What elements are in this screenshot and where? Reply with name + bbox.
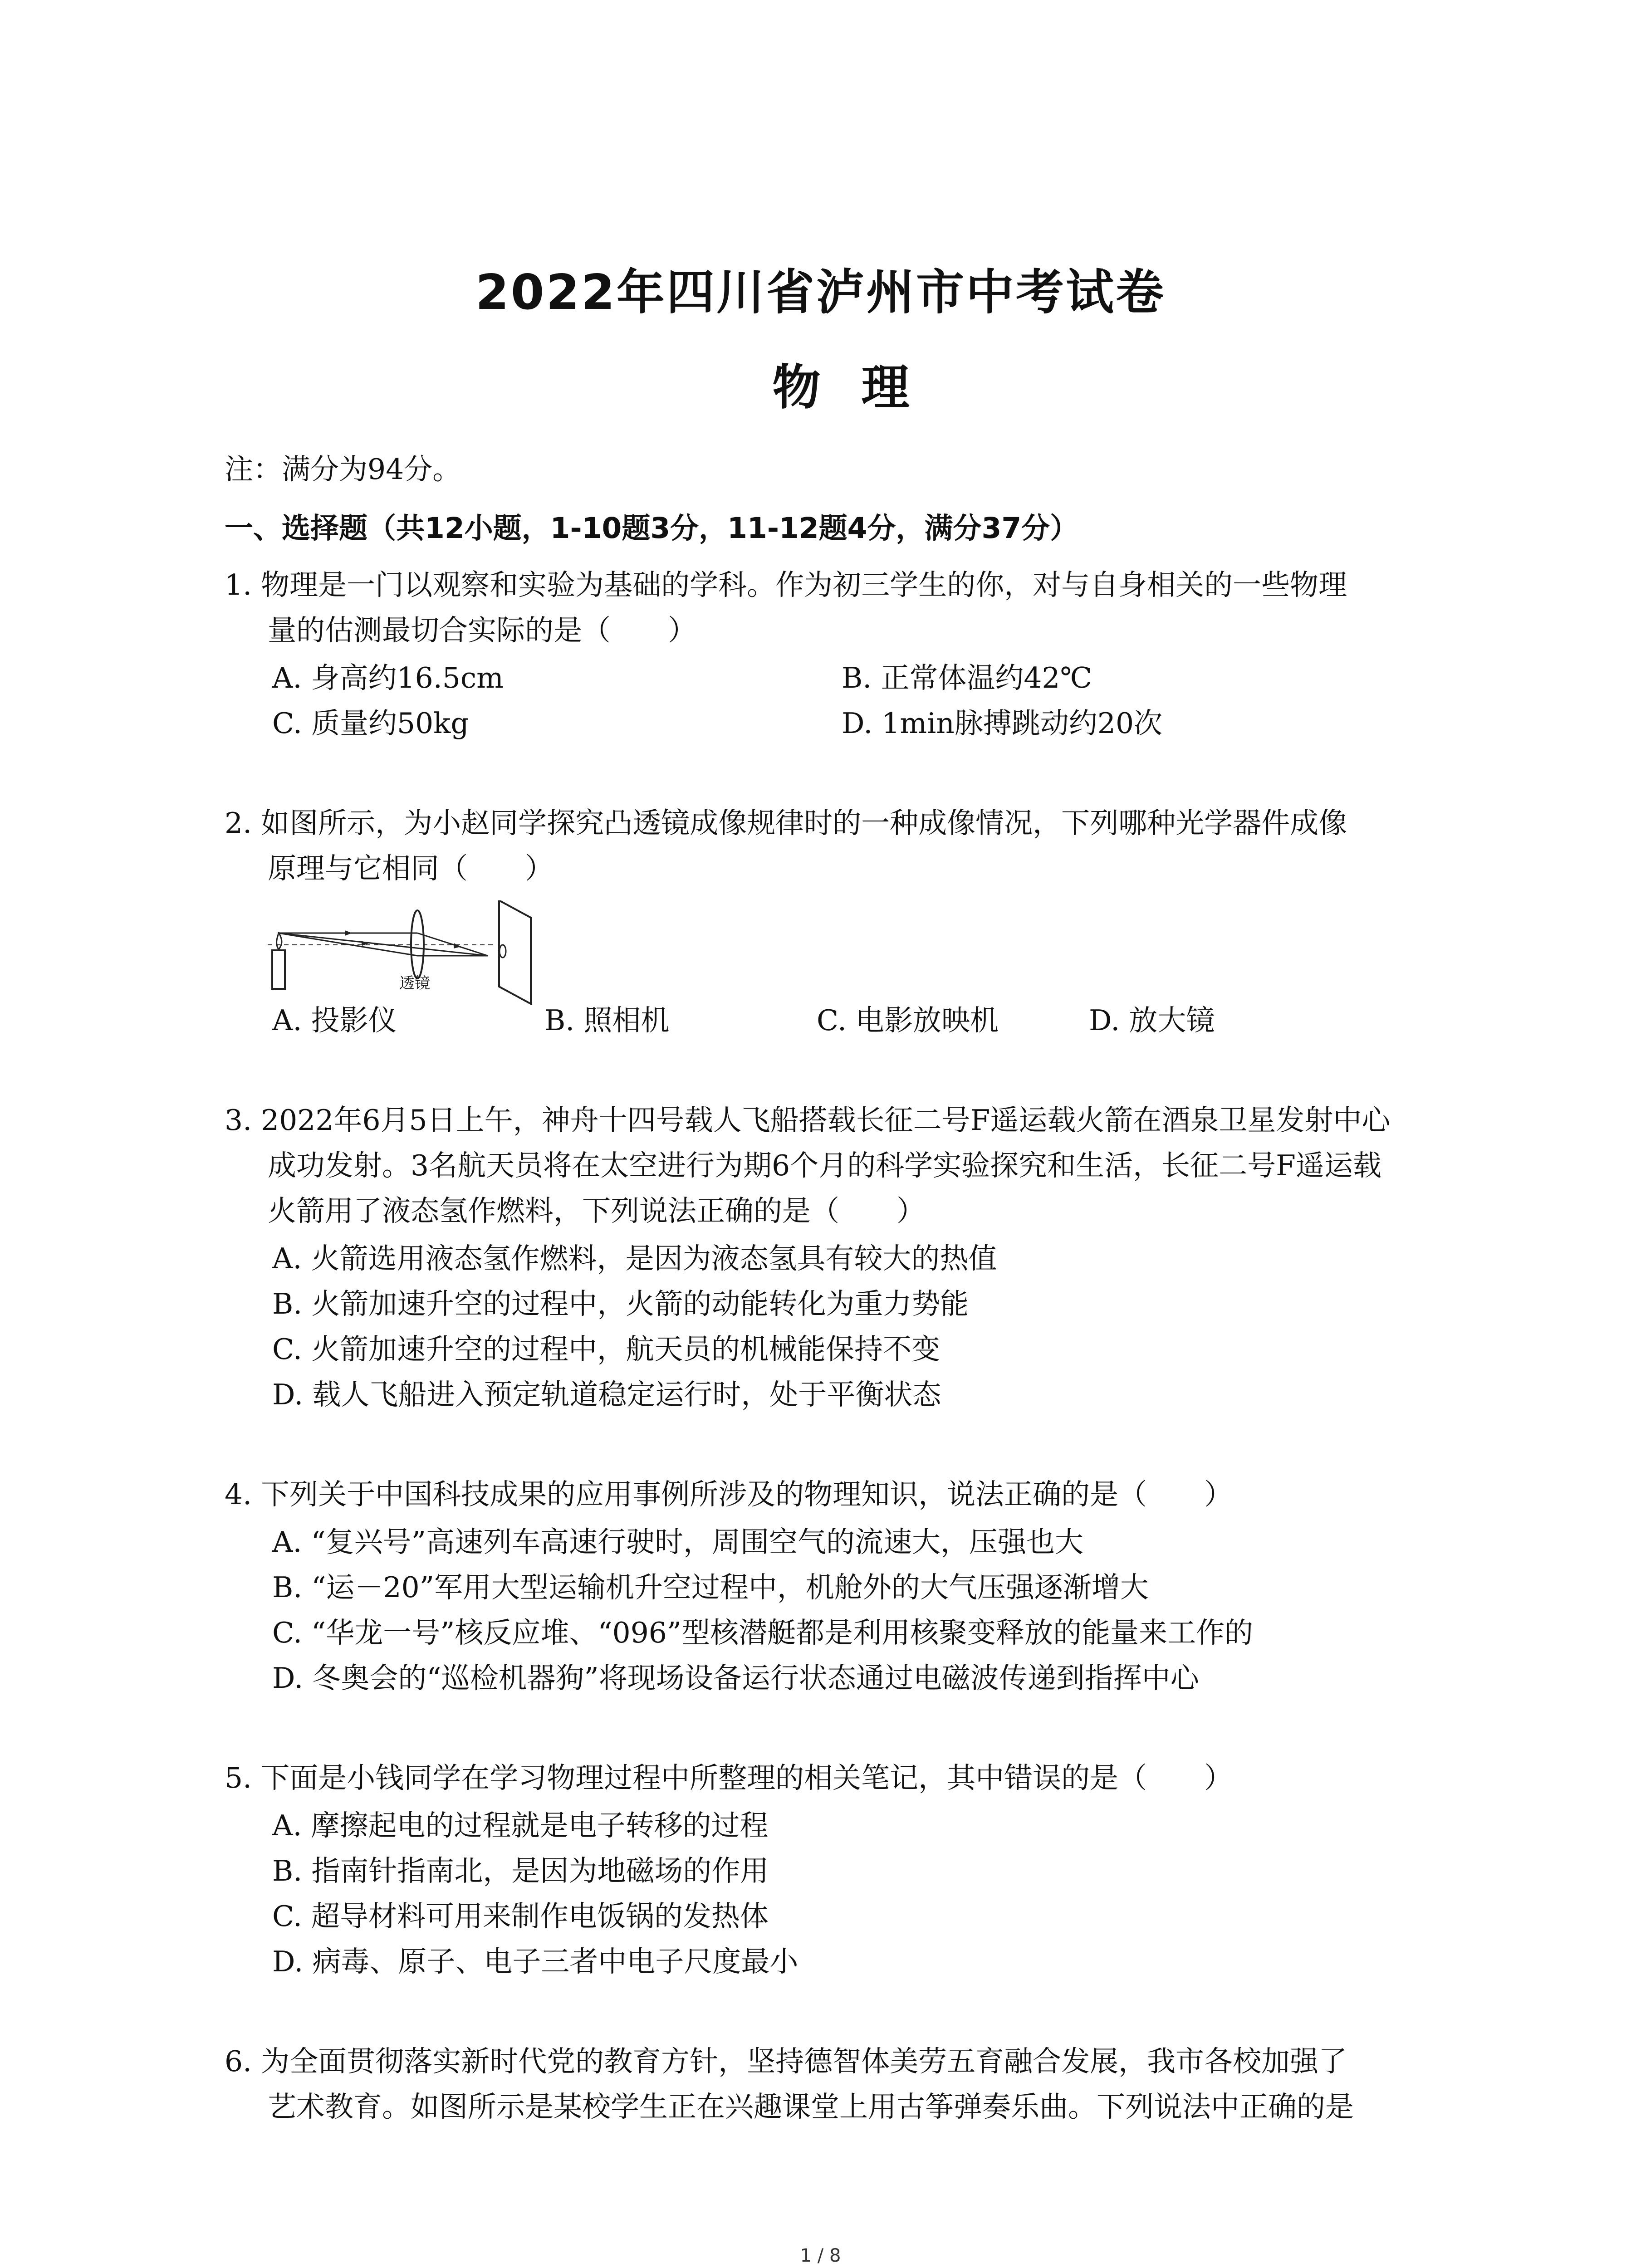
question-2-option-a: A. 投影仪	[272, 1004, 397, 1037]
question-2-line-2: 原理与它相同（ ）	[268, 852, 554, 885]
question-4-option-d: D. 冬奥会的“巡检机器狗”将现场设备运行状态通过电磁波传递到指挥中心	[272, 1662, 1199, 1695]
question-6-line-1: 6. 为全面贯彻落实新时代党的教育方针，坚持德智体美劳五育融合发展，我市各校加强了	[225, 2045, 1347, 2078]
question-3-option-a: A. 火箭选用液态氢作燃料，是因为液态氢具有较大的热值	[272, 1242, 997, 1275]
question-5-option-b: B. 指南针指南北，是因为地磁场的作用	[272, 1854, 769, 1887]
exam-title: 2022年四川省泸州市中考试卷	[475, 264, 1166, 320]
question-5-line-1: 5. 下面是小钱同学在学习物理过程中所整理的相关笔记，其中错误的是（ ）	[225, 1761, 1233, 1794]
score-note: 注：满分为94分。	[225, 453, 461, 486]
subject-title: 物理	[772, 360, 950, 415]
question-5-option-d: D. 病毒、原子、电子三者中电子尺度最小	[272, 1945, 798, 1978]
page-number: 1 / 8	[800, 2245, 841, 2266]
question-4-option-a: A. “复兴号”高速列车高速行驶时，周围空气的流速大，压强也大	[272, 1525, 1083, 1559]
question-2-option-c: C. 电影放映机	[817, 1004, 999, 1037]
lens-label: 透镜	[399, 974, 430, 992]
question-1-option-b: B. 正常体温约42℃	[842, 661, 1092, 694]
question-3-option-d: D. 载人飞船进入预定轨道稳定运行时，处于平衡状态	[272, 1378, 941, 1411]
question-3-option-c: C. 火箭加速升空的过程中，航天员的机械能保持不变	[272, 1333, 941, 1366]
question-1-line-1: 1. 物理是一门以观察和实验为基础的学科。作为初三学生的你，对与自身相关的一些物理	[225, 568, 1347, 601]
question-3-option-b: B. 火箭加速升空的过程中，火箭的动能转化为重力势能	[272, 1287, 969, 1320]
question-3-line-1: 3. 2022年6月5日上午，神舟十四号载人飞船搭载长征二号F遥运载火箭在酒泉卫星发射中心	[225, 1104, 1391, 1137]
question-4-option-c: C. “华龙一号”核反应堆、“096”型核潜艇都是利用核聚变释放的能量来工作的	[272, 1616, 1254, 1649]
section-heading: 一、选择题（共12小题，1-10题3分，11-12题4分，满分37分）	[225, 512, 1079, 545]
question-4-line-1: 4. 下列关于中国科技成果的应用事例所涉及的物理知识，说法正确的是（ ）	[225, 1478, 1233, 1511]
question-5-option-c: C. 超导材料可用来制作电饭锅的发热体	[272, 1900, 769, 1933]
question-4-option-b: B. “运－20”军用大型运输机升空过程中，机舱外的大气压强逐渐增大	[272, 1571, 1149, 1604]
question-6-line-2: 艺术教育。如图所示是某校学生正在兴趣课堂上用古筝弹奏乐曲。下列说法中正确的是	[268, 2090, 1354, 2123]
question-2-option-b: B. 照相机	[544, 1004, 670, 1037]
question-2-option-d: D. 放大镜	[1089, 1004, 1215, 1037]
question-1-line-2: 量的估测最切合实际的是（ ）	[268, 614, 696, 647]
question-3-line-3: 火箭用了液态氢作燃料，下列说法正确的是（ ）	[268, 1194, 925, 1227]
question-3-line-2: 成功发射。3名航天员将在太空进行为期6个月的科学实验探究和生活，长征二号F遥运载	[268, 1149, 1381, 1182]
question-1-option-c: C. 质量约50kg	[272, 707, 469, 740]
question-2-line-1: 2. 如图所示，为小赵同学探究凸透镜成像规律时的一种成像情况，下列哪种光学器件成像	[225, 807, 1347, 840]
question-1-option-a: A. 身高约16.5cm	[272, 661, 504, 694]
question-5-option-a: A. 摩擦起电的过程就是电子转移的过程	[272, 1809, 769, 1842]
question-1-option-d: D. 1min脉搏跳动约20次	[842, 707, 1163, 740]
